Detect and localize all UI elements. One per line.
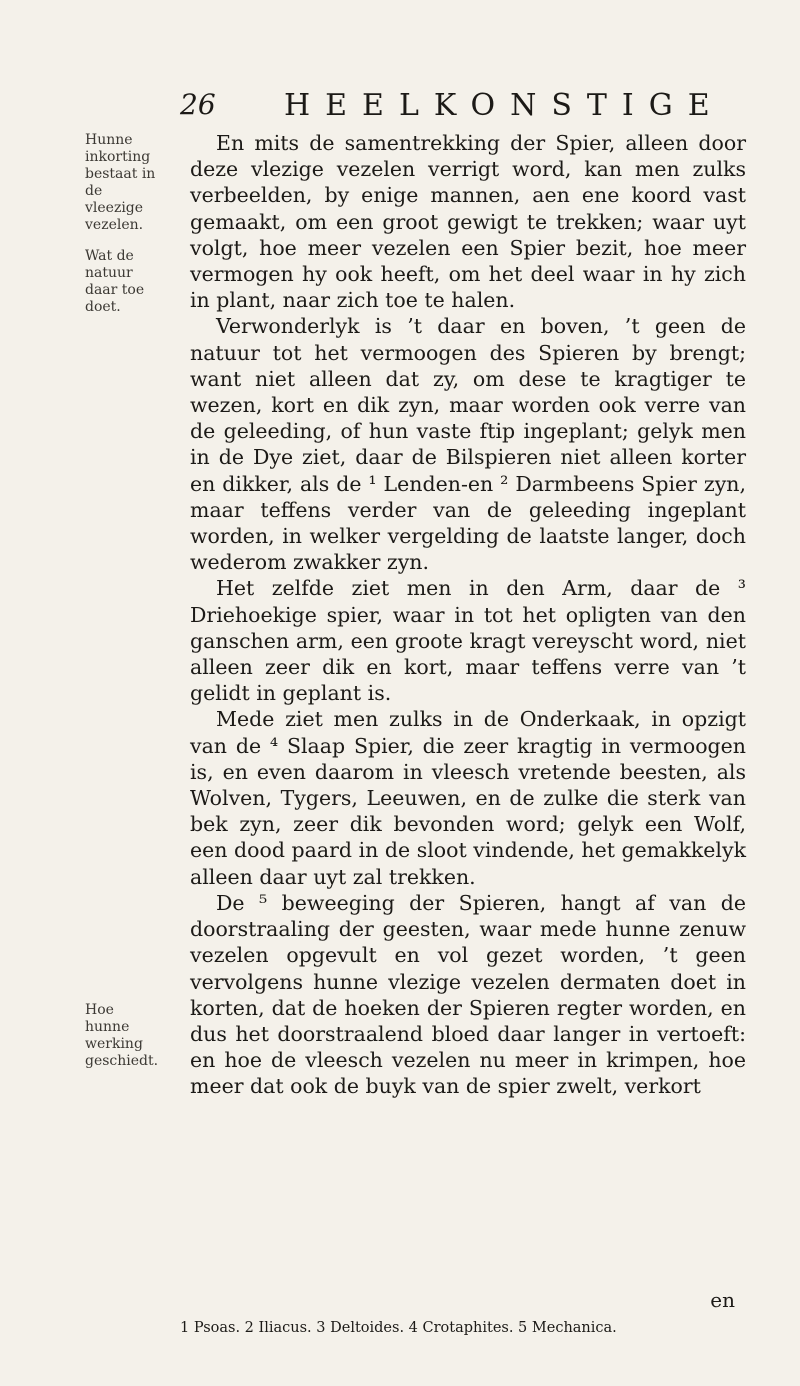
margin-note: Wat de natuur daar toe doet.: [85, 248, 145, 315]
page-header: [180, 88, 740, 128]
footnotes: 1 Psoas. 2 Iliacus. 3 Deltoides. 4 Crotaphites. 5 Mechanica.: [180, 1320, 617, 1336]
running-title: HEELKONSTIGE: [284, 88, 725, 123]
margin-note: Hunne inkorting bestaat in de vleezige vezelen.: [85, 132, 156, 233]
page-number: 26: [180, 88, 216, 121]
catchword: en: [710, 1288, 735, 1312]
paragraph: En mits de samentrekking der Spier, alleen door deze vlezige vezelen verrigt word, kan men zulks verbeelden, by enige mannen, aen ene koord vast gemaakt, om een groot gewigt te trekken; waar uyt volgt, hoe meer vezelen een Spier bezit, hoe meer vermogen hy ook heeft, om het deel waar in hy zich in plant, naar zich toe te halen.: [190, 131, 746, 313]
paragraph: Verwonderlyk is ’t daar en boven, ’t geen de natuur tot het vermoogen des Spieren by brengt; want niet alleen dat zy, om dese te kragtiger te wezen, kort en dik zyn, maar worden ook verre van de geleeding, of hun vaste ftip ingeplant; gelyk men in de Dye ziet, daar de Bilspieren niet alleen korter en dikker, als de ¹ Lenden-en ² Darmbeens Spier zyn, maar teffens verder van de geleeding ingeplant worden, in welker vergelding de laatste langer, doch wederom zwakker zyn.: [190, 314, 746, 575]
margin-note: Hoe hunne werking geschiedt.: [85, 1002, 159, 1069]
paragraph: Het zelfde ziet men in den Arm, daar de ³ Driehoekige spier, waar in tot het opligten van den ganschen arm, een groote kragt vereyscht word, niet alleen zeer dik en kort, maar teffens verre van ’t gelidt in geplant is.: [190, 576, 746, 706]
body-text: [190, 130, 746, 1100]
paragraph: Mede ziet men zulks in de Onderkaak, in opzigt van de ⁴ Slaap Spier, die zeer kragtig in vermoogen is, en even daarom in vleesch vretende beesten, als Wolven, Tygers, Leeuwen, en de zulke die sterk van bek zyn, zeer dik bevonden word; gelyk een Wolf, een dood paard in de sloot vindende, het gemakkelyk alleen daar uyt zal trekken.: [190, 707, 746, 889]
paragraph: De ⁵ beweeging der Spieren, hangt af van de doorstraaling der geesten, waar mede hunne zenuw vezelen opgevult en vol gezet worden, ’t geen vervolgens hunne vlezige vezelen dermaten doet in korten, dat de hoeken der Spieren regter worden, en dus het doorstraalend bloed daar langer in vertoeft: en hoe de vleesch vezelen nu meer in krimpen, hoe meer dat ook de buyk van de spier zwelt, verkort: [190, 890, 746, 1099]
